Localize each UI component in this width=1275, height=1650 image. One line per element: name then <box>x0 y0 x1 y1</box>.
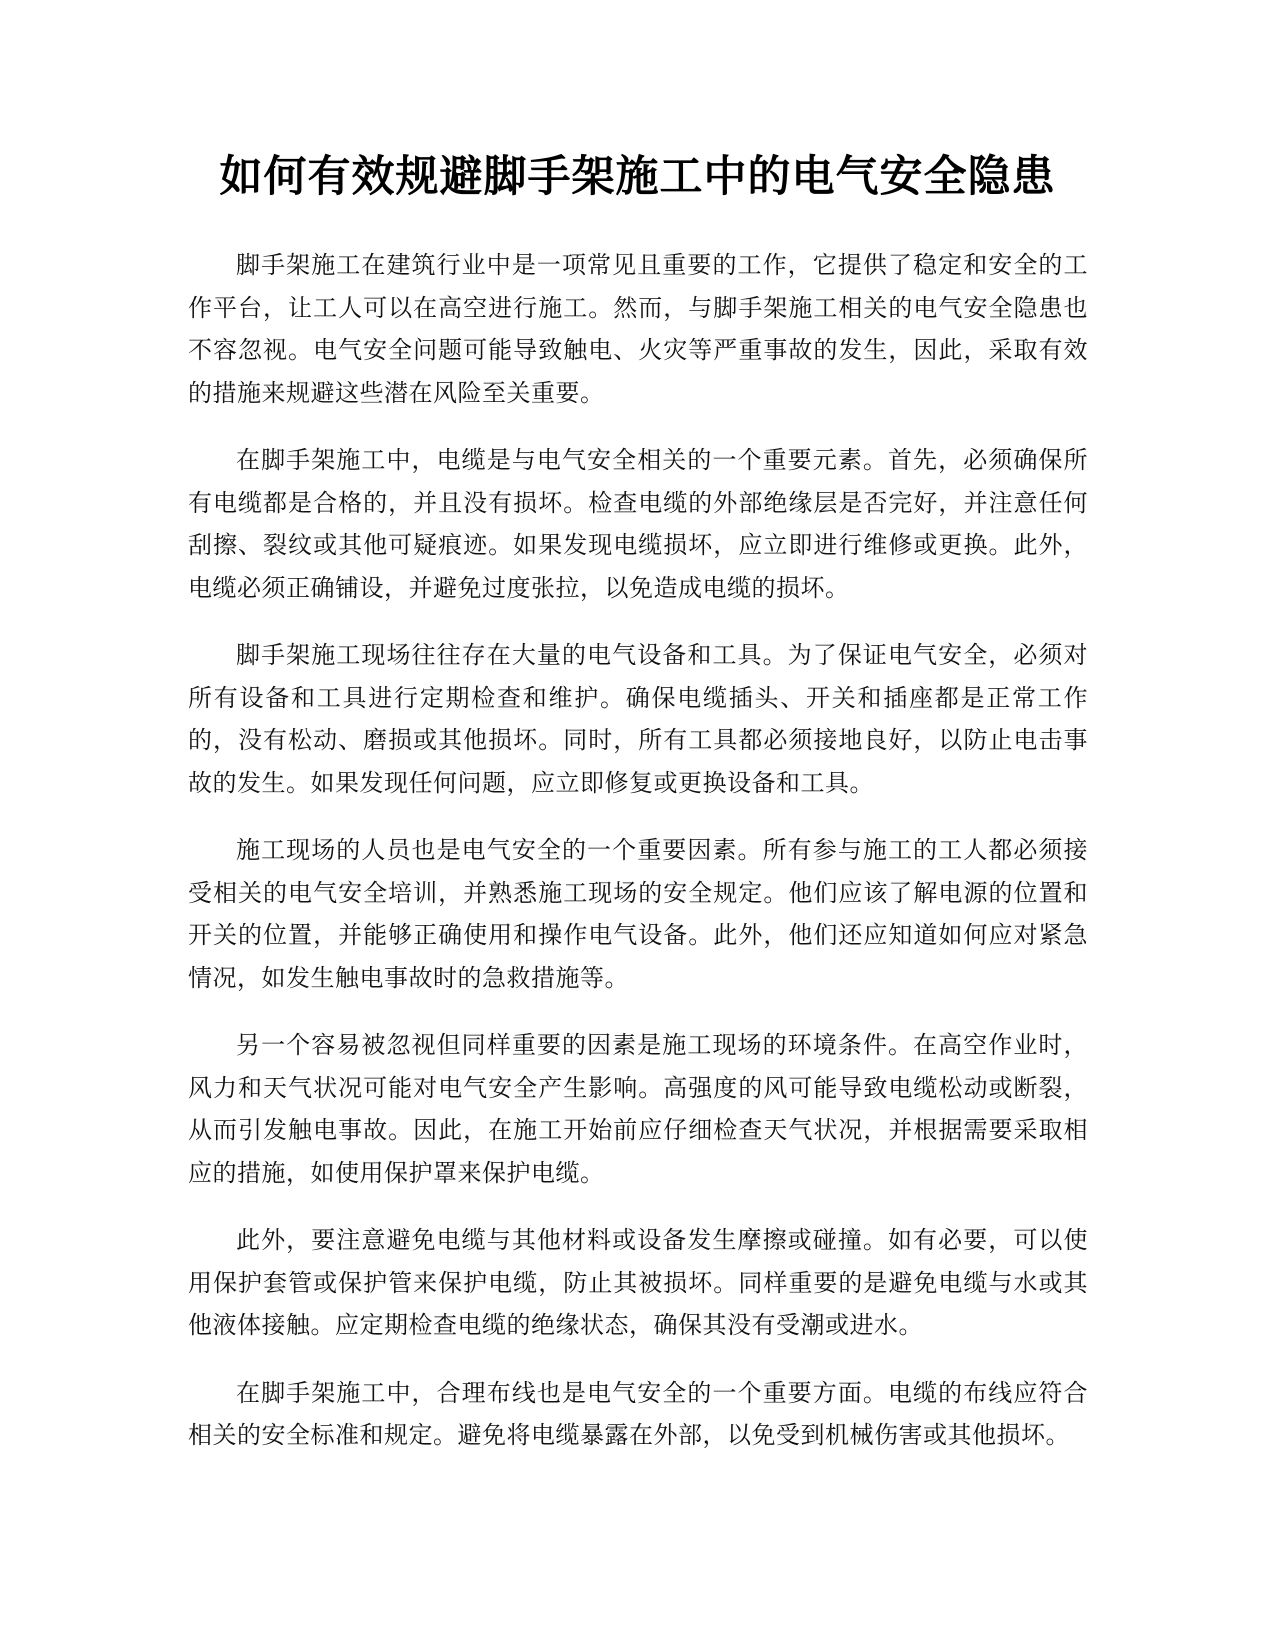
paragraph-2: 在脚手架施工中，电缆是与电气安全相关的一个重要元素。首先，必须确保所有电缆都是合格的，并且没有损坏。检查电缆的外部绝缘层是否完好，并注意任何刮擦、裂纹或其他可疑痕迹。如果发现电缆损坏，应立即进行维修或更换。此外，电缆必须正确铺设，并避免过度张拉，以免造成电缆的损坏。 <box>188 446 1088 602</box>
paragraph-6: 此外，要注意避免电缆与其他材料或设备发生摩擦或碰撞。如有必要，可以使用保护套管或保护管来保护电缆，防止其被损坏。同样重要的是避免电缆与水或其他液体接触。应定期检查电缆的绝缘状态，确保其没有受潮或进水。 <box>188 1226 1088 1339</box>
paragraph-5: 另一个容易被忽视但同样重要的因素是施工现场的环境条件。在高空作业时，风力和天气状况可能对电气安全产生影响。高强度的风可能导致电缆松动或断裂，从而引发触电事故。因此，在施工开始前应仔细检查天气状况，并根据需要采取相应的措施，如使用保护罩来保护电缆。 <box>188 1031 1088 1187</box>
document-body <box>188 244 1088 1482</box>
paragraph-7: 在脚手架施工中，合理布线也是电气安全的一个重要方面。电缆的布线应符合相关的安全标准和规定。避免将电缆暴露在外部，以免受到机械伤害或其他损坏。 <box>188 1378 1088 1449</box>
paragraph-1: 脚手架施工在建筑行业中是一项常见且重要的工作，它提供了稳定和安全的工作平台，让工人可以在高空进行施工。然而，与脚手架施工相关的电气安全隐患也不容忽视。电气安全问题可能导致触电、火灾等严重事故的发生，因此，采取有效的措施来规避这些潜在风险至关重要。 <box>188 251 1088 407</box>
paragraph-4: 施工现场的人员也是电气安全的一个重要因素。所有参与施工的工人都必须接受相关的电气安全培训，并熟悉施工现场的安全规定。他们应该了解电源的位置和开关的位置，并能够正确使用和操作电气设备。此外，他们还应知道如何应对紧急情况，如发生触电事故时的急救措施等。 <box>188 836 1088 992</box>
document-title: 如何有效规避脚手架施工中的电气安全隐患 <box>219 152 1056 202</box>
paragraph-3: 脚手架施工现场往往存在大量的电气设备和工具。为了保证电气安全，必须对所有设备和工具进行定期检查和维护。确保电缆插头、开关和插座都是正常工作的，没有松动、磨损或其他损坏。同时，所有工具都必须接地良好，以防止电击事故的发生。如果发现任何问题，应立即修复或更换设备和工具。 <box>188 641 1088 797</box>
